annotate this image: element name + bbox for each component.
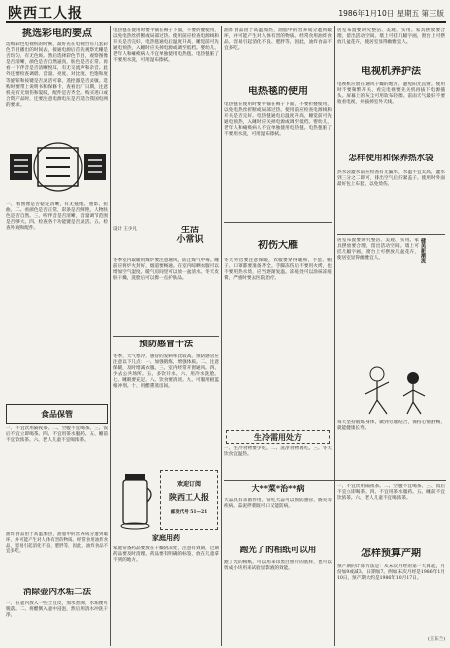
daily-bits-body: 冬季室内取暖用煤炉要注意通风，防止煤气中毒。睡前应将炉火封好，烟道要畅通。在室内晾晒衣服可以增加空气湿度。暖气房间里可以放一盆清水。冬天皮肤干燥，洗脸后可以擦一点护肤品。 <box>113 258 219 282</box>
paper-body: 跑了光的相纸，可以用来印黑白照片的底样，也可以剪成小块用来试验显影液的效能。 <box>224 560 332 572</box>
masthead <box>6 3 446 23</box>
baby-headline-box: 生冷需用处方 <box>226 430 330 444</box>
col4-lower-text: 一、不宜饮用隔夜茶。二、空腹不宜喝茶。三、饭后不宜立即喝茶。四、不宜用茶水服药。五、睡前不宜饮浓茶。六、老人儿童不宜喝浓茶。 <box>337 484 445 502</box>
hot-water-bag-headline: 怎样使用和保养热水袋 <box>348 154 434 163</box>
color-tv-body: 选购彩色电视机的时候，最好先在电视台有几套彩色节目播出的时间去，接通电源后首先观察光栅是否均匀，有无色斑。然后选择彩色节目，观察图像是否清晰，颜色是否自然逼真，肤色是否正常。再看一下伴音是否清晰悦耳，有无交流声和杂音。此外还要检查调谐、音量、亮度、对比度、色饱和度等旋钮和按键是否灵活可靠，遥控器是否灵敏。选购时要带上说明书和保修卡，查看出厂日期，注意机壳有无划伤和裂纹，配件是否齐全。购买进口或合资产品时，还要注意电源电压是否适合我国电网的要求。 <box>6 42 108 108</box>
seasons-food-body: 冬季，天气寒冷，感冒的发病率比较高。预防感冒应注意以下几点：一、加强锻炼，增强体质。二、注意保暖，及时增减衣服。三、室内经常开窗通风。四、少去公共场所。五、多饮开水。六、用冷水洗脸。七、睡眠要充足。八、饮食要清淡。九、可服用板蓝根冲剂。十、用醋熏蒸房间。 <box>113 354 219 390</box>
baby-body: 一、生冷食物要少吃。二、洗净食物再吃。三、冬天饮食宜温热。 <box>224 446 332 458</box>
divider <box>113 336 219 337</box>
design-credit: 设计 王少凡 <box>113 227 137 232</box>
contraceptive-headline: 家庭用药 <box>152 534 180 542</box>
color-tv-body-2: 一、看图像是否稳定清晰，有无拖尾、重影、扭曲。二、看颜色是否正常，彩条是否鲜艳，人物肤色是否自然。三、听伴音是否清晰，音量调节范围是否够大。四、检查各个功能键是否灵活。五、检查外观和配件。 <box>6 202 108 232</box>
paper-headline: 跑光了的相纸可以用 <box>239 546 317 555</box>
bakery-body: 预产期的计算方法是：从末次月经的第一天算起，月份加9或减3，日期加7。例如末次月经是1986年1月10日，预产期大约是1986年10月17日。 <box>337 564 445 582</box>
ticker-box: 食品保管 <box>6 404 108 424</box>
subscription-ad: 欢迎订阅 陕西工人报 邮发代号 51—21 <box>160 470 218 530</box>
tv-choose-body: 电视机应放在通风干燥的地方，避免阳光直射。使用时不要频繁开关，看完电视要先关机再拔下电源插头。屏幕上的灰尘可用软布轻擦。雷雨天气最好不要收看电视，并拔掉室外天线。 <box>337 82 445 106</box>
section-title-art <box>6 134 110 200</box>
thermos-body: 一、在壶内放入一些土豆皮，加水煮沸，水垢便可脱落。二、将醋倒入壶中浸泡，然后用清水冲洗干净。 <box>6 601 108 619</box>
contraceptive-body: 家庭常备药品要放在干燥阴凉处，注意有效期，过期药品要及时清理。药品要有明确的标签，放在儿童拿不到的地方。 <box>113 546 219 564</box>
thermos-icon <box>113 468 157 532</box>
home-art-body: 居室布置要讲究整洁、美观、实用。家具摆放要合理，留出活动空间。墙上可挂几幅字画，窗台上可摆放几盆花卉，使居室显得幽雅宜人。 <box>337 238 419 262</box>
divider <box>224 480 446 481</box>
col4-top-text: 居室布置要讲究整洁、美观、实用。家具摆放要合理，留出活动空间。墙上可挂几幅字画，窗台上可摆放几盆花卉，使居室显得幽雅宜人。 <box>337 28 445 46</box>
divider <box>224 222 332 223</box>
column-rule <box>110 26 111 646</box>
tv-wear-body: 电热毯在使用时要平铺在褥子下面，不要折叠使用，以免电热丝折断或局部过热。使用前应检查电源线和开关是否完好。电热毯通电后温度升高，睡觉前可先通电预热，入睡时应关掉电源或调至低档。婴幼儿、老年人和瘫痪病人不宜单独使用电热毯。电热毯脏了不要用水洗，可用湿布擦拭。 <box>224 102 332 138</box>
side-box-body: 每天坚持锻炼身体，做到劳逸结合，保持心情舒畅，就能健康长寿。 <box>337 420 445 432</box>
hot-water-bag-body: 热水袋灌水前应检查有无漏水，水温不宜太高，灌水到三分之二即可，排出空气后拧紧盖子。使用时外面最好包上布套，以免烫伤。 <box>337 170 445 188</box>
thermos-illustration <box>113 468 157 532</box>
bricks-headline: 初伤大雁 <box>258 240 298 251</box>
date-line: 1986年1月10日 星期五 第三版 <box>338 9 444 18</box>
bricks-body: 冬天外出要注意保暖，衣服要穿得暖和，手套、帽子、口罩都要准备齐全。手脚冻伤后不要用火烤，也不要用热水烫，应当逐渐复温。冻疮处可以涂抹冻疮膏，严重时要去医院治疗。 <box>224 258 332 282</box>
tv-wear-headline: 电热毯的使用 <box>248 86 308 97</box>
tv-choose-headline: 电视机养护法 <box>361 66 421 77</box>
eat-cold-headline: 大**菜*治**病 <box>251 484 305 493</box>
divider <box>337 234 445 235</box>
newspaper-title: 陕西工人报 <box>8 6 83 22</box>
eat-cold-body: 大蒜具有杀菌作用，常吃大蒜可以预防感冒、肠炎等疾病。蒜泥拌菜既可口又能防病。 <box>224 498 332 510</box>
author-ref: (王东兰) <box>427 637 445 642</box>
col2-top-text: 电热毯在使用时要平铺在褥子下面，不要折叠使用，以免电热丝折断或局部过热。使用前应检查电源线和开关是否完好。电热毯通电后温度升高，睡觉前可先通电预热，入睡时应关掉电源或调至低档。婴幼儿、老年人和瘫痪病人不宜单独使用电热毯。电热毯脏了不要用水洗，可用湿布擦拭。 <box>113 28 219 64</box>
seasons-food-headline: 预防感冒十法 <box>138 340 193 349</box>
col3-top-text: 油炸食品由于高温加热，油脂中的营养成分遭到破坏，并可能产生对人体有害的物质。经常食用油炸食品，容易引起消化不良、肥胖等，因此，油炸食品不宜多吃。 <box>224 28 332 52</box>
cartoon-figure-icon <box>337 360 445 418</box>
section-title-graphic <box>6 134 110 200</box>
cartoon-caption-column: 健美新潮流 <box>420 238 426 263</box>
thermos-headline: 消除壶内水垢二法 <box>22 588 91 597</box>
drink-tea-body: 一、不宜饮用隔夜茶。二、空腹不宜喝茶。三、饭后不宜立即喝茶。四、不宜用茶水服药。五、睡前不宜饮浓茶。六、老人儿童不宜喝浓茶。 <box>6 426 108 444</box>
cook-oil-body: 油炸食品由于高温加热，油脂中的营养成分遭到破坏，并可能产生对人体有害的物质。经常食用油炸食品，容易引起消化不良、肥胖等，因此，油炸食品不宜多吃。 <box>6 532 108 555</box>
daily-bits-title: 生活 小常识 <box>176 226 204 245</box>
color-tv-headline: 挑选彩电的要点 <box>22 28 92 39</box>
bakery-headline: 怎样预算产期 <box>361 548 421 559</box>
cartoon-illustration <box>337 360 445 418</box>
column-rule <box>334 26 335 646</box>
column-rule <box>221 26 222 646</box>
